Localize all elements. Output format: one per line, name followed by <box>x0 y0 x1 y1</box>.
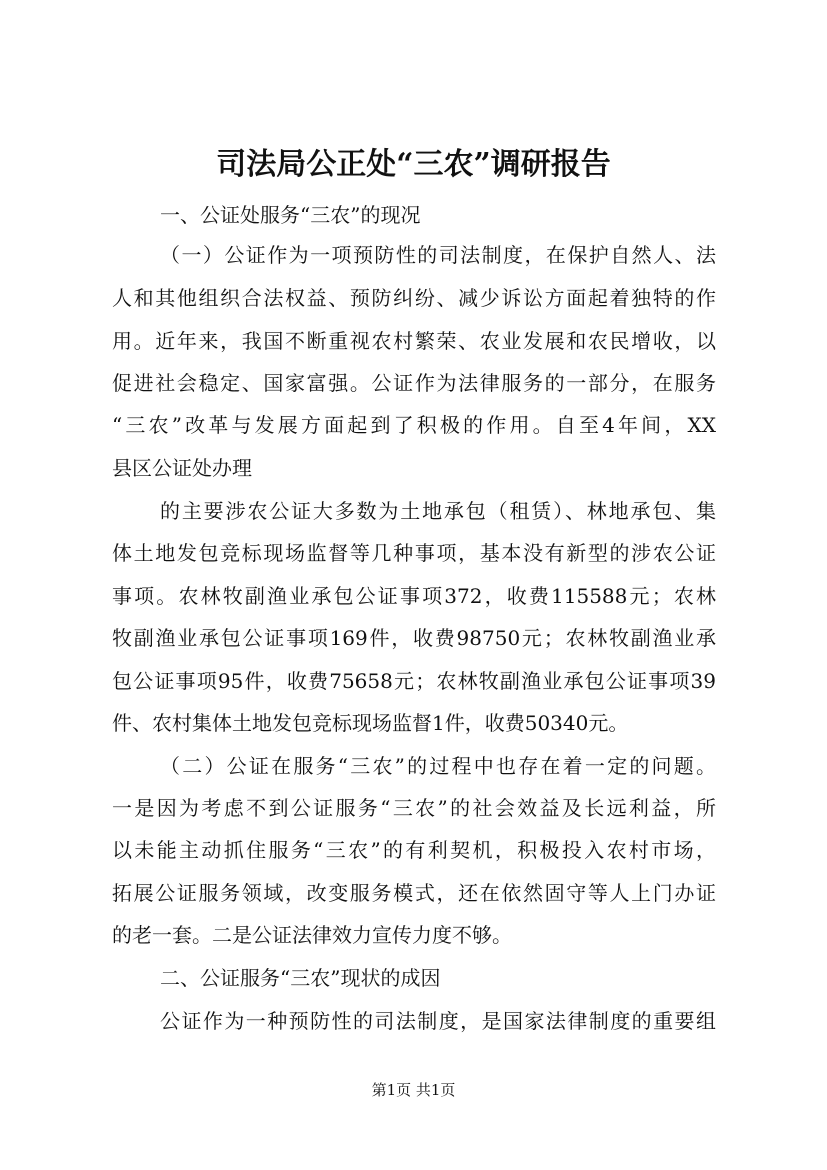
paragraph-line: 的主要涉农公证大多数为土地承包（租赁）、林地承包、集 <box>160 499 716 523</box>
paragraph-line: （一）公证作为一项预防性的司法制度，在保护自然人、法 <box>160 243 716 267</box>
paragraph-line: 一是因为考虑不到公证服务“三农”的社会效益及长远利益，所 <box>112 796 716 820</box>
page-footer: 第1页 共1页 <box>371 1081 456 1099</box>
paragraph-line: 拓展公证服务领域，改变服务模式，还在依然固守等人上门办证 <box>112 881 716 905</box>
paragraph-line: 体土地发包竞标现场监督等几种事项，基本没有新型的涉农公证 <box>112 541 716 565</box>
paragraph-line: 用。近年来，我国不断重视农村繁荣、农业发展和农民增收，以 <box>112 329 716 353</box>
paragraph-line: “三农”改革与发展方面起到了积极的作用。自至4年间，XX <box>112 413 716 437</box>
document-title: 司法局公正处“三农”调研报告 <box>216 147 611 182</box>
paragraph-line: 事项。农林牧副渔业承包公证事项372，收费115588元；农林 <box>112 584 716 608</box>
paragraph-line: 县区公证处办理 <box>112 456 252 480</box>
section-heading-2: 二、公证服务“三农”现状的成因 <box>160 966 441 990</box>
paragraph-line: 件、农村集体土地发包竞标现场监督1件，收费50340元。 <box>112 711 629 735</box>
paragraph-line: 促进社会稳定、国家富强。公证作为法律服务的一部分，在服务 <box>112 371 716 395</box>
paragraph-line: 的老一套。二是公证法律效力宣传力度不够。 <box>112 923 512 947</box>
paragraph-line: 人和其他组织合法权益、预防纠纷、减少诉讼方面起着独特的作 <box>112 286 716 310</box>
paragraph-line: 公证作为一种预防性的司法制度，是国家法律制度的重要组 <box>160 1009 716 1033</box>
paragraph-line: 牧副渔业承包公证事项169件，收费98750元；农林牧副渔业承 <box>112 626 716 650</box>
section-heading-1: 一、公证处服务“三农”的现况 <box>160 203 421 227</box>
paragraph-line: （二）公证在服务“三农”的过程中也存在着一定的问题。 <box>160 754 716 778</box>
paragraph-line: 以未能主动抓住服务“三农”的有利契机，积极投入农村市场， <box>112 838 716 862</box>
paragraph-line: 包公证事项95件，收费75658元；农林牧副渔业承包公证事项39 <box>112 669 716 693</box>
